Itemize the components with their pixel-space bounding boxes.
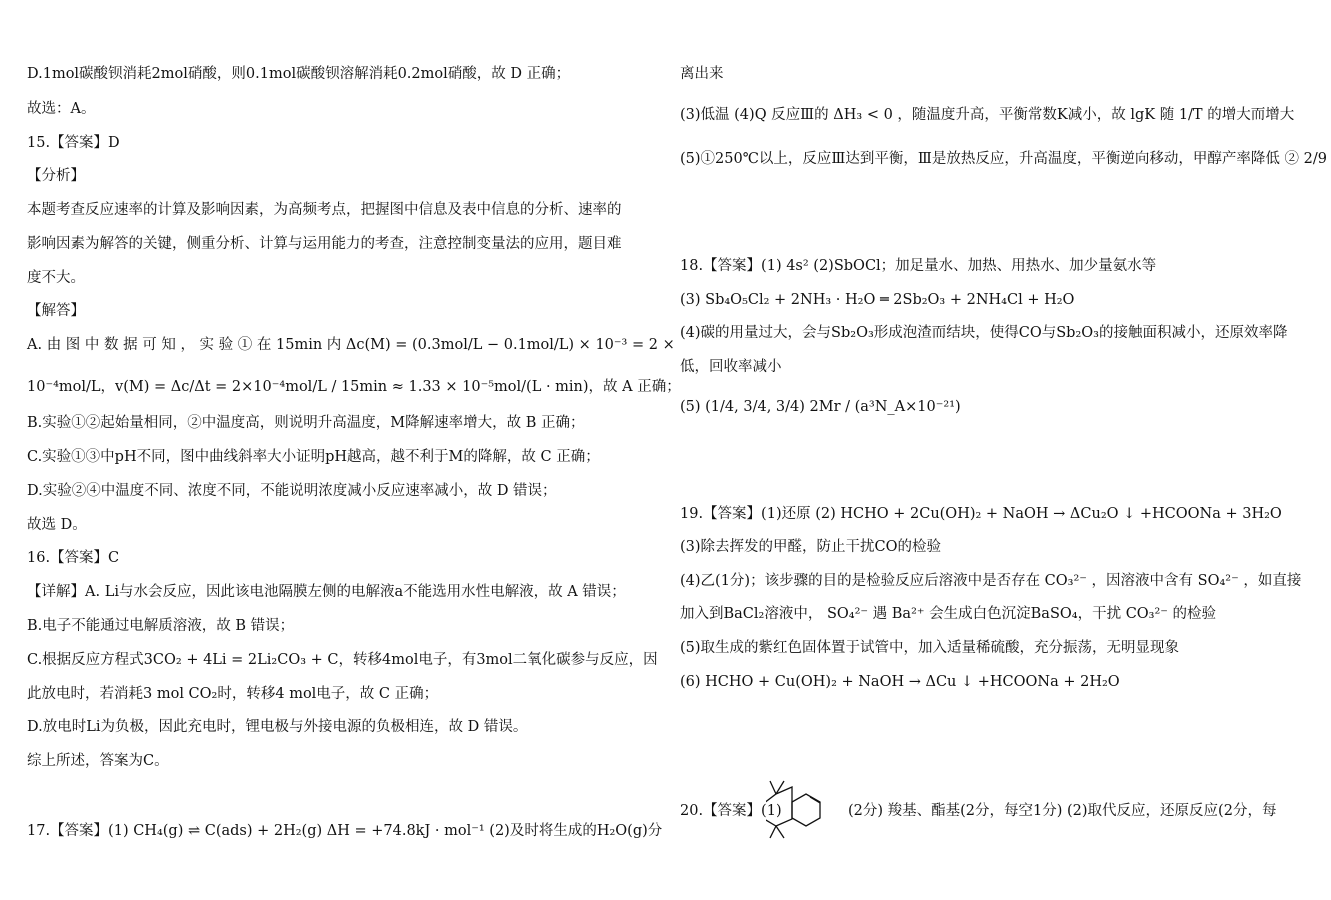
formula-line: 10⁻⁴mol/L，v(M) = Δc/Δt = 2×10⁻⁴mol/L / 15min ≈ 1.33 × 10⁻⁵mol/(L · min)，故 A 正确； xyxy=(27,379,681,395)
section-heading: 【解答】 xyxy=(27,303,85,319)
section-heading: 【分析】 xyxy=(27,168,85,184)
text-line: B.电子不能通过电解质溶液，故 B 错误； xyxy=(27,618,295,634)
text-line: D.放电时Li为负极，因此充电时，锂电极与外接电源的负极相连，故 D 错误。 xyxy=(27,719,528,735)
question-20-answer: 20.【答案】(1) xyxy=(680,803,782,819)
text-line: D.1mol碳酸钡消耗2mol硝酸，则0.1mol碳酸钡溶解消耗0.2mol硝酸，故 D 正确； xyxy=(27,66,571,82)
text-line: 度不大。 xyxy=(27,270,85,286)
text-line: 低，回收率减小 xyxy=(680,359,782,375)
question-15-answer: 15.【答案】D xyxy=(27,135,120,151)
text-line: 故选 D。 xyxy=(27,517,87,533)
question-16-answer: 16.【答案】C xyxy=(27,550,120,566)
text-line: C.实验①③中pH不同，图中曲线斜率大小证明pH越高，越不利于M的降解，故 C 正确； xyxy=(27,449,600,465)
text-line: (3)低温 (4)Q 反应Ⅲ的 ΔH₃ < 0 ，随温度升高，平衡常数K减小，故 lgK 随 1/T 的增大而增大 xyxy=(680,107,1295,123)
text-line: 本题考查反应速率的计算及影响因素，为高频考点，把握图中信息及表中信息的分析、速率的 xyxy=(27,202,622,218)
text-line: D.实验②④中温度不同、浓度不同，不能说明浓度减小反应速率减小，故 D 错误； xyxy=(27,483,557,499)
text-line: (4)碳的用量过大，会与Sb₂O₃形成泡渣而结块，使得CO与Sb₂O₃的接触面积减小，还原效率降 xyxy=(680,325,1288,341)
text-line: A. 由 图 中 数 据 可 知 ， 实 验 ① 在 15min 内 Δc(M) = (0.3mol/L − 0.1mol/L) × 10⁻³ = 2 × xyxy=(27,337,675,353)
formula-line: (5) (1/4, 3/4, 3/4) 2Mr / (a³N_A×10⁻²¹) xyxy=(680,399,961,415)
question-18-answer: 18.【答案】(1) 4s² (2)SbOCl；加足量水、加热、用热水、加少量氨水等 xyxy=(680,258,1157,274)
text-line: 影响因素为解答的关键，侧重分析、计算与运用能力的考查，注意控制变量法的应用，题目难 xyxy=(27,236,622,252)
text-line: 综上所述，答案为C。 xyxy=(27,753,169,769)
text-line: (3)除去挥发的甲醛，防止干扰CO的检验 xyxy=(680,539,942,555)
text-line: (5)①250℃以上，反应Ⅲ达到平衡，Ⅲ是放热反应，升高温度，平衡逆向移动，甲醇产率降低 ② 2/9 xyxy=(680,151,1327,167)
formula-line: (6) HCHO + Cu(OH)₂ + NaOH → ΔCu ↓ +HCOONa + 2H₂O xyxy=(680,674,1120,690)
formula-line: (3) Sb₄O₅Cl₂ + 2NH₃ · H₂O ═ 2Sb₂O₃ + 2NH₄Cl + H₂O xyxy=(680,292,1075,308)
text-line: 加入到BaCl₂溶液中， SO₄²⁻ 遇 Ba²⁺ 会生成白色沉淀BaSO₄，干扰 CO₃²⁻ 的检验 xyxy=(680,606,1217,622)
question-19-answer: 19.【答案】(1)还原 (2) HCHO + 2Cu(OH)₂ + NaOH → ΔCu₂O ↓ +HCOONa + 3H₂O xyxy=(680,506,1282,522)
text-line: B.实验①②起始量相同，②中温度高，则说明升高温度，M降解速率增大，故 B 正确； xyxy=(27,415,585,431)
text-line: 离出来 xyxy=(680,66,724,82)
text-line: (2分) 羧基、酯基(2分，每空1分) (2)取代反应，还原反应(2分，每 xyxy=(848,803,1277,819)
question-17-answer: 17.【答案】(1) CH₄(g) ⇌ C(ads) + 2H₂(g) ΔH = +74.8kJ · mol⁻¹ (2)及时将生成的H₂O(g)分 xyxy=(27,823,663,839)
text-line: 故选：A。 xyxy=(27,101,96,117)
text-line: (5)取生成的紫红色固体置于试管中，加入适量稀硫酸，充分振荡，无明显现象 xyxy=(680,640,1180,656)
text-line: 此放电时，若消耗3 mol CO₂时，转移4 mol电子，故 C 正确； xyxy=(27,686,439,702)
text-line: C.根据反应方程式3CO₂ + 4Li = 2Li₂CO₃ + C，转移4mol电子，有3mol二氧化碳参与反应，因 xyxy=(27,652,658,668)
text-line: (4)乙(1分)；该步骤的目的是检验反应后溶液中是否存在 CO₃²⁻ ，因溶液中含有 SO₄²⁻ ，如直接 xyxy=(680,573,1302,589)
text-line: 【详解】A. Li与水会反应，因此该电池隔膜左侧的电解液a不能选用水性电解液，故 A 错误； xyxy=(27,584,626,600)
tetralin-structure-icon xyxy=(766,778,830,840)
